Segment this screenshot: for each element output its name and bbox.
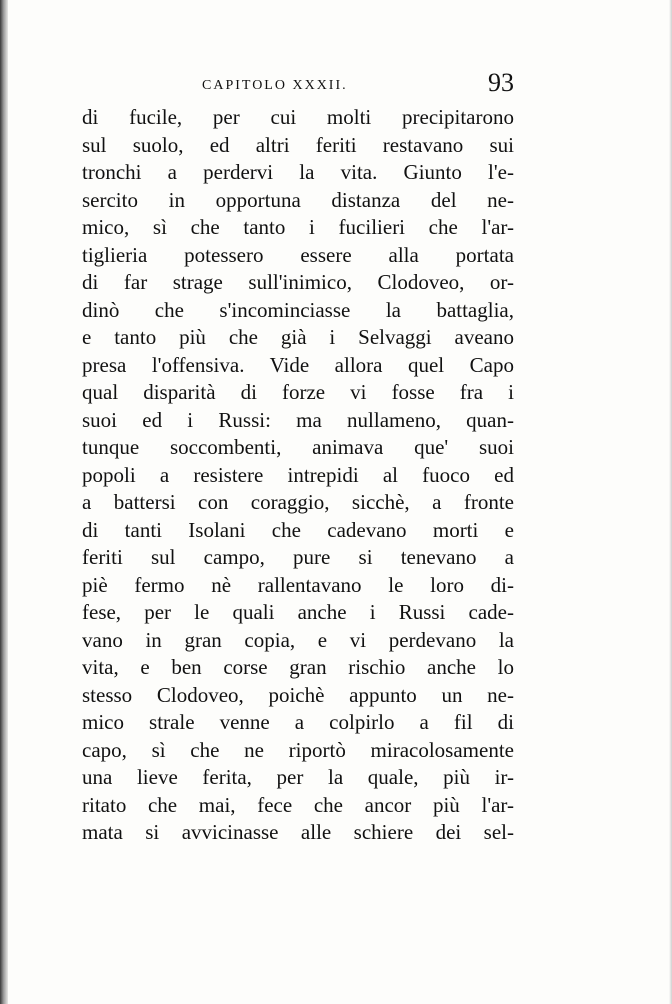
text-line: fese, per le quali anche i Russi cade- xyxy=(82,600,514,624)
text-line: tiglieria potessero essere alla portata xyxy=(82,242,514,267)
text-line: presa l'offensiva. Vide allora quel Capo xyxy=(82,352,514,377)
text-line: qual disparità di forze vi fosse fra i xyxy=(82,380,514,404)
text-line: dinò che s'incominciasse la battaglia, xyxy=(82,297,514,322)
text-line: popoli a resistere intrepidi al fuoco ed xyxy=(82,462,514,487)
text-line: a battersi con coraggio, sicchè, a fronte xyxy=(82,490,514,514)
text-line: di tanti Isolani che cadevano morti e xyxy=(82,517,514,542)
page-header xyxy=(82,68,514,106)
text-line: feriti sul campo, pure si tenevano a xyxy=(82,545,514,569)
text-line: mata si avvicinasse alle schiere dei sel- xyxy=(82,820,514,844)
text-line: sul suolo, ed altri feriti restavano sui xyxy=(82,132,514,157)
text-line: piè fermo nè rallentavano le loro di- xyxy=(82,572,514,597)
page-number: 93 xyxy=(488,68,514,97)
text-line: una lieve ferita, per la quale, più ir- xyxy=(82,765,514,789)
text-line: vita, e ben corse gran rischio anche lo xyxy=(82,655,514,679)
text-line: vano in gran copia, e vi perdevano la xyxy=(82,627,514,652)
text-line: di far strage sull'inimico, Clodoveo, or- xyxy=(82,270,514,294)
text-line: mico, sì che tanto i fucilieri che l'ar- xyxy=(82,215,514,239)
text-line: tunque soccombenti, animava que' suoi xyxy=(82,435,514,459)
text-line: tronchi a perdervi la vita. Giunto l'e- xyxy=(82,160,514,184)
text-line: di fucile, per cui molti precipitarono xyxy=(82,105,514,129)
text-line: stesso Clodoveo, poichè appunto un ne- xyxy=(82,682,514,707)
running-head: CAPITOLO XXXII. xyxy=(202,78,348,93)
text-line: mico strale venne a colpirlo a fil di xyxy=(82,710,514,734)
text-line: e tanto più che già i Selvaggi aveano xyxy=(82,325,514,349)
text-line: capo, sì che ne riportò miracolosamente xyxy=(82,737,514,762)
text-line: suoi ed i Russi: ma nullameno, quan- xyxy=(82,407,514,432)
binding-edge xyxy=(0,0,8,1004)
text-line: ritato che mai, fece che ancor più l'ar- xyxy=(82,792,514,817)
text-line: sercito in opportuna distanza del ne- xyxy=(82,187,514,212)
body-text xyxy=(82,104,514,847)
